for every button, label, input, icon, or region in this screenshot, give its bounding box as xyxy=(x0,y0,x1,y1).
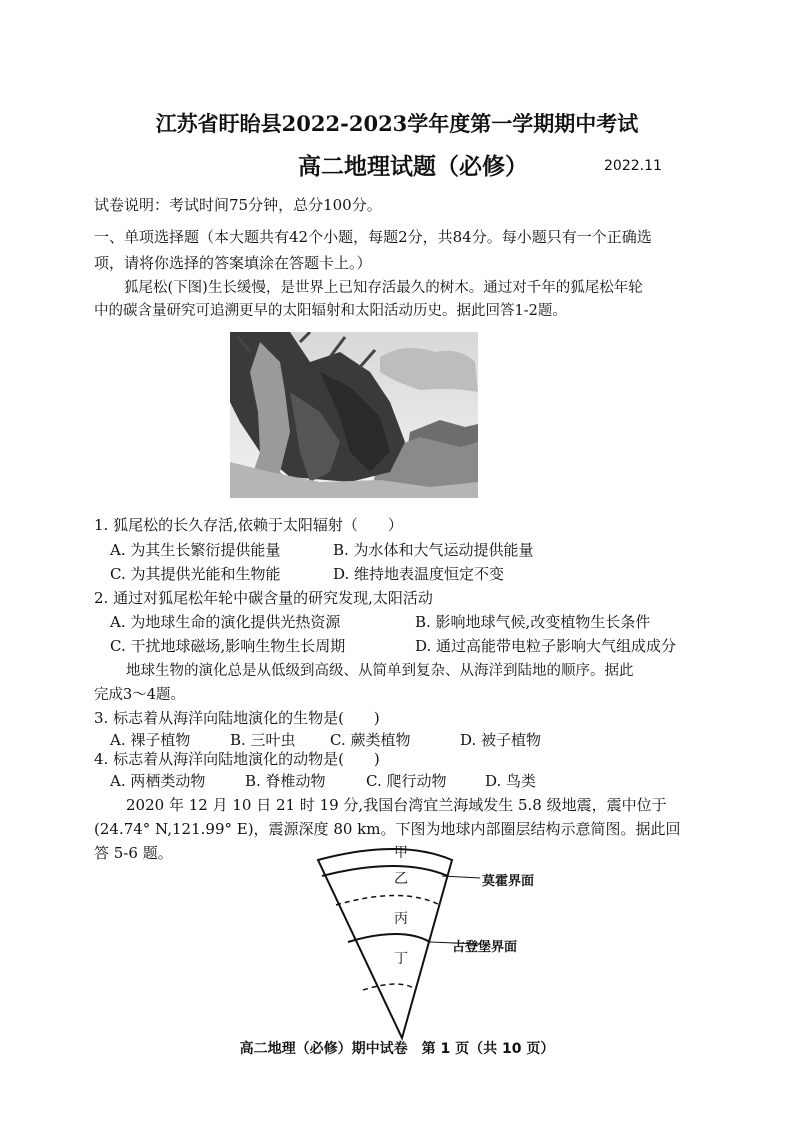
layer-label-ding: 丁 xyxy=(394,951,408,967)
q1-stem: 1. 狐尾松的长久存活,依赖于太阳辐射（ ） xyxy=(94,516,403,534)
layer-label-yi: 乙 xyxy=(394,871,408,887)
q2-option-d: D. 通过高能带电粒子影响大气组成成分 xyxy=(415,637,677,655)
gutenberg-boundary-label: 古登堡界面 xyxy=(452,940,518,955)
layer-label-bing: 丙 xyxy=(394,911,408,927)
section1-line1: 一、单项选择题（本大题共有42个小题，每题2分，共84分。每小题只有一个正确选 xyxy=(94,228,652,246)
exam-title: 江苏省盱眙县2022-2023学年度第一学期期中考试 xyxy=(155,111,639,136)
passage2-line1: 地球生物的演化总是从低级到高级、从简单到复杂、从海洋到陆地的顺序。据此 xyxy=(126,663,634,679)
moho-boundary-label: 莫霍界面 xyxy=(482,874,535,889)
q2-stem: 2. 通过对狐尾松年轮中碳含量的研究发现,太阳活动 xyxy=(94,589,433,607)
q1-option-a: A. 为其生长繁衍提供能量 xyxy=(110,541,281,559)
q4-option-b: B. 脊椎动物 xyxy=(245,772,326,790)
passage2-line2: 完成3～4题。 xyxy=(94,687,185,703)
q1-option-b: B. 为水体和大气运动提供能量 xyxy=(333,541,534,559)
q3-option-c: C. 蕨类植物 xyxy=(330,731,411,749)
instructions: 试卷说明：考试时间75分钟，总分100分。 xyxy=(94,196,382,214)
bristlecone-pine-photo xyxy=(230,332,478,498)
page-footer: 高二地理（必修）期中试卷 第 1 页（共 10 页） xyxy=(239,1041,555,1057)
earth-interior-diagram xyxy=(290,838,540,1046)
layer-label-jia: 甲 xyxy=(394,845,408,861)
q3-option-b: B. 三叶虫 xyxy=(230,731,296,749)
q1-option-d: D. 维持地表温度恒定不变 xyxy=(333,565,505,583)
q3-stem: 3. 标志着从海洋向陆地演化的生物是( ) xyxy=(94,709,380,727)
q3-option-a: A. 裸子植物 xyxy=(110,731,191,749)
q4-option-d: D. 鸟类 xyxy=(485,772,537,790)
exam-subtitle: 高二地理试题（必修） xyxy=(298,153,528,180)
q3-option-d: D. 被子植物 xyxy=(460,731,542,749)
q4-stem: 4. 标志着从海洋向陆地演化的动物是( ) xyxy=(94,750,380,768)
passage3-line3: 答 5-6 题。 xyxy=(94,844,173,862)
bristlecone-pine-image xyxy=(230,332,478,498)
passage1-line1: 狐尾松(下图)生长缓慢，是世界上已知存活最久的树木。通过对千年的狐尾松年轮 xyxy=(124,280,643,296)
section1-line2: 项，请将你选择的答案填涂在答题卡上。） xyxy=(94,254,372,272)
passage1-line2: 中的碳含量研究可追溯更早的太阳辐射和太阳活动历史。据此回答1-2题。 xyxy=(94,303,567,319)
q4-option-a: A. 两栖类动物 xyxy=(110,772,206,790)
q2-option-b: B. 影响地球气候,改变植物生长条件 xyxy=(415,613,651,631)
exam-date: 2022.11 xyxy=(604,158,662,174)
q2-option-a: A. 为地球生命的演化提供光热资源 xyxy=(110,613,341,631)
passage3-line1: 2020 年 12 月 10 日 21 时 19 分,我国台湾宜兰海域发生 5.8 级地震，震中位于 xyxy=(126,796,667,814)
q2-option-c: C. 干扰地球磁场,影响生物生长周期 xyxy=(110,637,346,655)
passage3-line2: (24.74° N,121.99° E)，震源深度 80 km。下图为地球内部圈层结构示意简图。据此回 xyxy=(94,820,681,838)
q1-option-c: C. 为其提供光能和生物能 xyxy=(110,565,281,583)
q4-option-c: C. 爬行动物 xyxy=(366,772,447,790)
